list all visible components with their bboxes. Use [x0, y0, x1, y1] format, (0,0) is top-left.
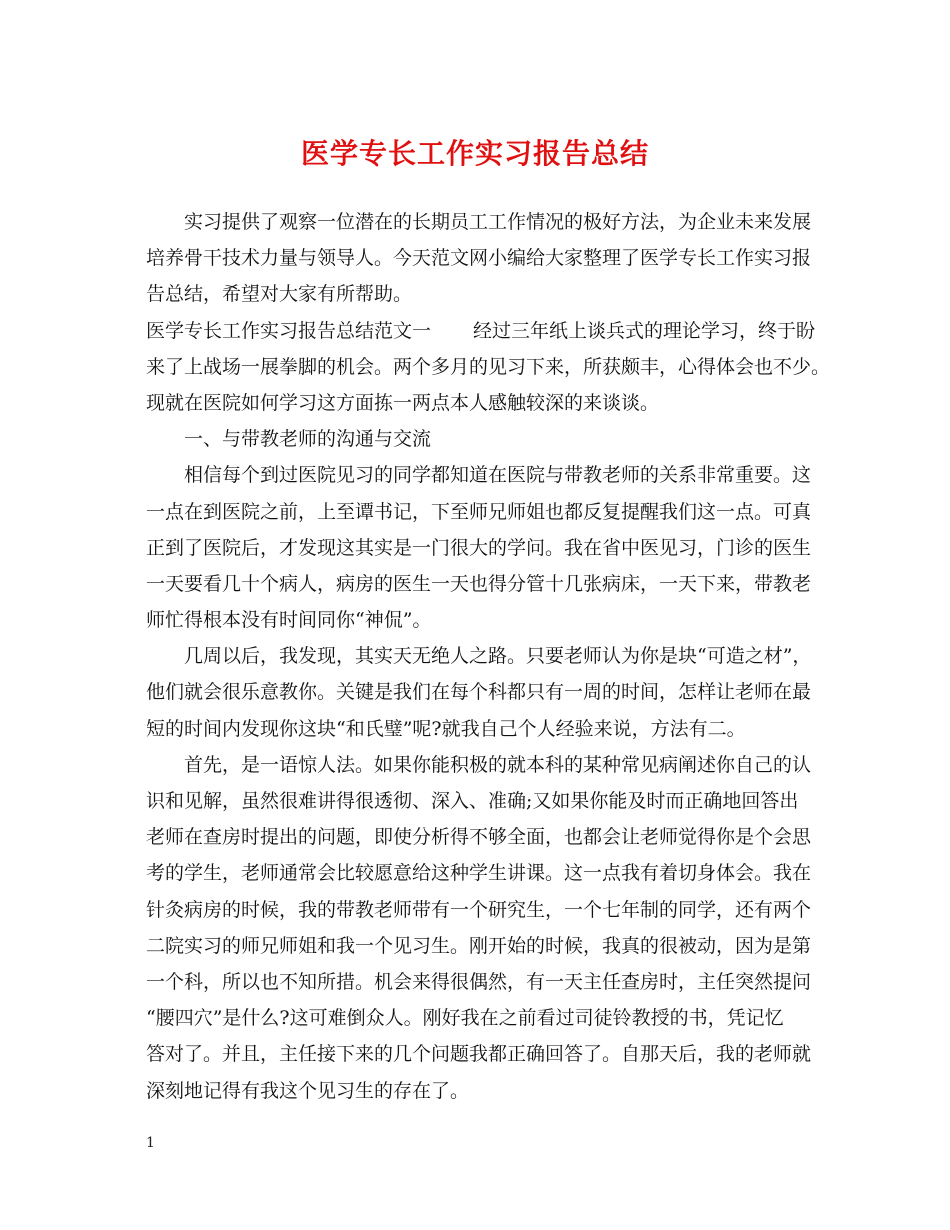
- text-line: 针灸病房的时候，我的带教老师带有一个研究生，一个七年制的同学，还有两个: [146, 898, 812, 921]
- text-line: 考的学生，老师通常会比较愿意给这种学生讲课。这一点我有着切身体会。我在: [146, 862, 812, 885]
- text-line-continuation: 经过三年纸上谈兵式的理论学习，终于盼: [473, 319, 816, 342]
- text-line: 深刻地记得有我这个见习生的存在了。: [146, 1079, 470, 1102]
- text-line: 来了上战场一展拳脚的机会。两个多月的见习下来，所获颇丰，心得体会也不少。: [146, 355, 831, 378]
- text-line: 实习提供了观察一位潜在的长期员工工作情况的极好方法，为企业未来发展: [184, 211, 812, 233]
- text-line: 二院实习的师兄师姐和我一个见习生。刚开始的时候，我真的很被动，因为是第: [146, 934, 812, 957]
- text-line: 一点在到医院之前，上至谭书记，下至师兄师姐也都反复提醒我们这一点。可真: [146, 500, 812, 523]
- text-line: 相信每个到过医院见习的同学都知道在医院与带教老师的关系非常重要。这: [184, 464, 812, 487]
- text-line: [146, 313, 816, 349]
- text-line: 识和见解，虽然很难讲得很透彻、深入、准确;又如果你能及时而正确地回答出: [146, 790, 799, 812]
- section-heading: 一、与带教老师的沟通与交流: [184, 428, 432, 451]
- text-line: 现就在医院如何学习这方面拣一两点本人感触较深的来谈谈。: [146, 391, 660, 414]
- text-line: “腰四穴”是什么?这可难倒众人。刚好我在之前看过司徒铃教授的书，凭记忆: [146, 1007, 784, 1030]
- text-line: 培养骨干技术力量与领导人。今天范文网小编给大家整理了医学专长工作实习报: [146, 247, 812, 270]
- text-line: 他们就会很乐意教你。关键是我们在每个科都只有一周的时间，怎样让老师在最: [146, 681, 812, 704]
- page-number: 1: [146, 1135, 155, 1151]
- text-line: 师忙得根本没有时间同你“神侃”。: [146, 609, 432, 632]
- text-line: 首先，是一语惊人法。如果你能积极的就本科的某种常见病阐述你自己的认: [184, 753, 812, 776]
- text-line: 一个科，所以也不知所措。机会来得很偶然，有一天主任查房时，主任突然提问: [146, 970, 812, 993]
- document-body: [146, 204, 831, 1109]
- text-line: 正到了医院后，才发现这其实是一门很大的学问。我在省中医见习，门诊的医生: [146, 536, 812, 559]
- text-line: 短的时间内发现你这块“和氏璧”呢?就我自己个人经验来说，方法有二。: [146, 717, 746, 740]
- text-line: 一天要看几十个病人，病房的医生一天也得分管十几张病床，一天下来，带教老: [146, 572, 812, 595]
- text-line: 答对了。并且，主任接下来的几个问题我都正确回答了。自那天后，我的老师就: [146, 1043, 812, 1066]
- text-line: 老师在查房时提出的问题，即使分析得不够全面，也都会让老师觉得你是个会思: [146, 826, 812, 849]
- document-title: 医学专长工作实习报告总结: [300, 137, 649, 170]
- text-line: 告总结，希望对大家有所帮助。: [146, 283, 413, 306]
- text-line: 几周以后，我发现，其实天无绝人之路。只要老师认为你是块“可造之材”，: [184, 645, 812, 668]
- section-heading-fanwen-1: 医学专长工作实习报告总结范文一: [146, 319, 432, 342]
